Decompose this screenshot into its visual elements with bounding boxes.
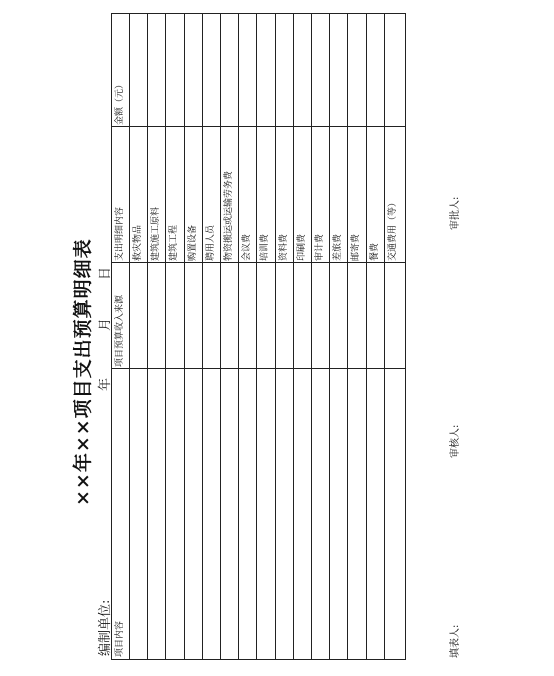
header-project-content: 项目内容 bbox=[115, 620, 125, 657]
row-divider bbox=[202, 14, 203, 659]
footer-reviewer-label: 审核人: bbox=[450, 424, 461, 458]
detail-item-label: 邮寄费 bbox=[351, 233, 362, 261]
footer-approver-label: 审批人: bbox=[450, 196, 461, 230]
row-divider bbox=[366, 14, 367, 659]
date-day-label: 日 bbox=[98, 266, 113, 280]
column-divider-source bbox=[112, 368, 405, 369]
row-divider bbox=[184, 14, 185, 659]
detail-item-label: 救灾物品 bbox=[133, 224, 143, 261]
detail-item-label: 培训费 bbox=[260, 233, 271, 261]
row-divider bbox=[329, 14, 330, 659]
row-divider bbox=[384, 14, 385, 659]
column-divider-amount bbox=[112, 126, 405, 127]
budget-detail-table bbox=[111, 13, 406, 660]
compiling-unit-label: 编制单位: bbox=[98, 599, 113, 656]
date-month-label: 月 bbox=[98, 317, 113, 331]
detail-item-label: 交通费用（等） bbox=[387, 197, 398, 261]
document-title: ××年××项目支出预算明细表 bbox=[72, 238, 94, 506]
row-divider bbox=[238, 14, 239, 659]
row-divider bbox=[256, 14, 257, 659]
row-divider bbox=[275, 14, 276, 659]
header-row-divider bbox=[129, 14, 130, 659]
detail-item-label: 建筑施工原料 bbox=[151, 206, 162, 261]
detail-item-label: 审计费 bbox=[315, 233, 325, 261]
row-divider bbox=[347, 14, 348, 659]
detail-item-label: 物资搬运或运输劳务费 bbox=[224, 170, 234, 261]
detail-item-label: 建筑工程 bbox=[169, 224, 180, 261]
footer-filler-label: 填表人: bbox=[450, 624, 461, 658]
column-divider-detail bbox=[112, 262, 405, 263]
detail-item-label: 印刷费 bbox=[296, 233, 307, 261]
detail-item-label: 餐费 bbox=[369, 242, 380, 261]
row-divider bbox=[147, 14, 148, 659]
detail-item-label: 会议费 bbox=[242, 233, 253, 261]
detail-item-label: 聘用人员 bbox=[205, 224, 216, 261]
row-divider bbox=[311, 14, 312, 659]
row-divider bbox=[165, 14, 166, 659]
detail-item-label: 购置设备 bbox=[187, 224, 198, 261]
row-divider bbox=[220, 14, 221, 659]
detail-item-label: 差旅费 bbox=[333, 233, 344, 261]
header-amount: 金额（元） bbox=[115, 79, 125, 125]
header-detail-content: 支出明细内容 bbox=[115, 206, 125, 261]
date-year-label: 年 bbox=[98, 377, 113, 391]
header-budget-source: 项目预算收入来源 bbox=[115, 294, 125, 367]
row-divider bbox=[293, 14, 294, 659]
detail-item-label: 资料费 bbox=[278, 233, 289, 261]
